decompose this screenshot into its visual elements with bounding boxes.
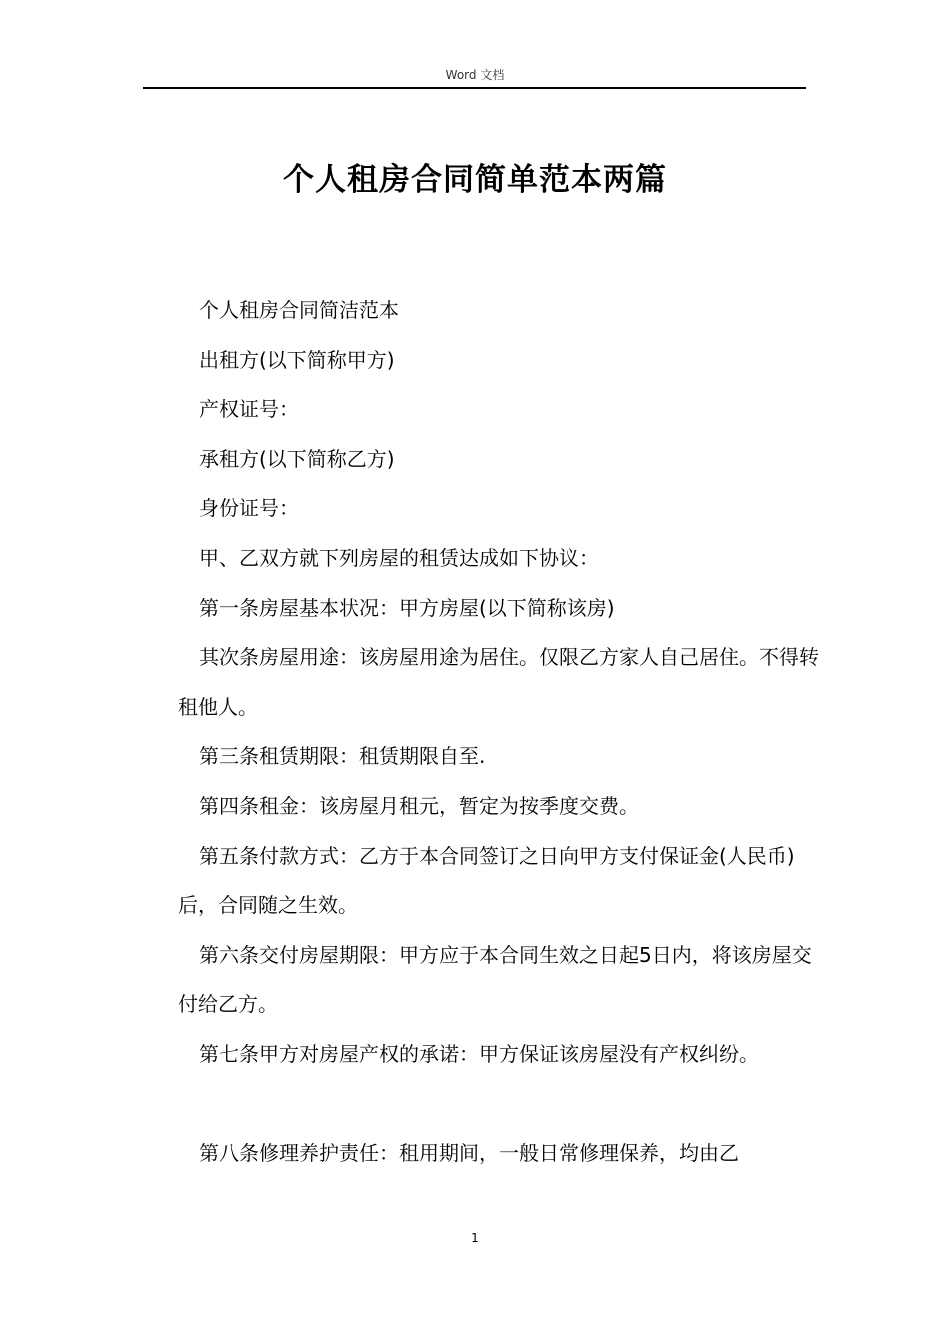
paragraph: 第一条房屋基本状况：甲方房屋(以下简称该房) — [199, 595, 615, 620]
paragraph: 产权证号： — [199, 397, 299, 422]
paragraph: 出租方(以下简称甲方) — [199, 347, 395, 372]
paragraph: 第五条付款方式：乙方于本合同签订之日向甲方支付保证金(人民币)后，合同随之生效。 — [178, 843, 795, 918]
paragraph: 其次条房屋用途：该房屋用途为居住。仅限乙方家人自己居住。不得转租他人。 — [178, 645, 819, 719]
header-rule — [143, 87, 806, 89]
document-title: 个人租房合同简单范本两篇 — [283, 162, 667, 198]
paragraph: 第六条交付房屋期限：甲方应于本合同生效之日起5日内，将该房屋交付给乙方。 — [178, 942, 812, 1017]
paragraph: 个人租房合同简洁范本 — [199, 298, 399, 322]
paragraph: 第四条租金：该房屋月租元，暂定为按季度交费。 — [199, 793, 639, 818]
paragraph: 第三条租赁期限：租赁期限自至. — [199, 744, 486, 769]
paragraph: 身份证号： — [199, 496, 299, 521]
paragraph: 第七条甲方对房屋产权的承诺：甲方保证该房屋没有产权纠纷。 — [199, 1041, 759, 1066]
paragraph: 甲、乙双方就下列房屋的租赁达成如下协议： — [199, 545, 599, 570]
paragraph: 承租方(以下简称乙方) — [199, 446, 395, 471]
document-body — [178, 286, 823, 1179]
paragraph: 第八条修理养护责任：租用期间，一般日常修理保养，均由乙 — [199, 1141, 739, 1166]
page-header: Word 文档 — [445, 68, 505, 82]
page-number: 1 — [471, 1231, 479, 1245]
